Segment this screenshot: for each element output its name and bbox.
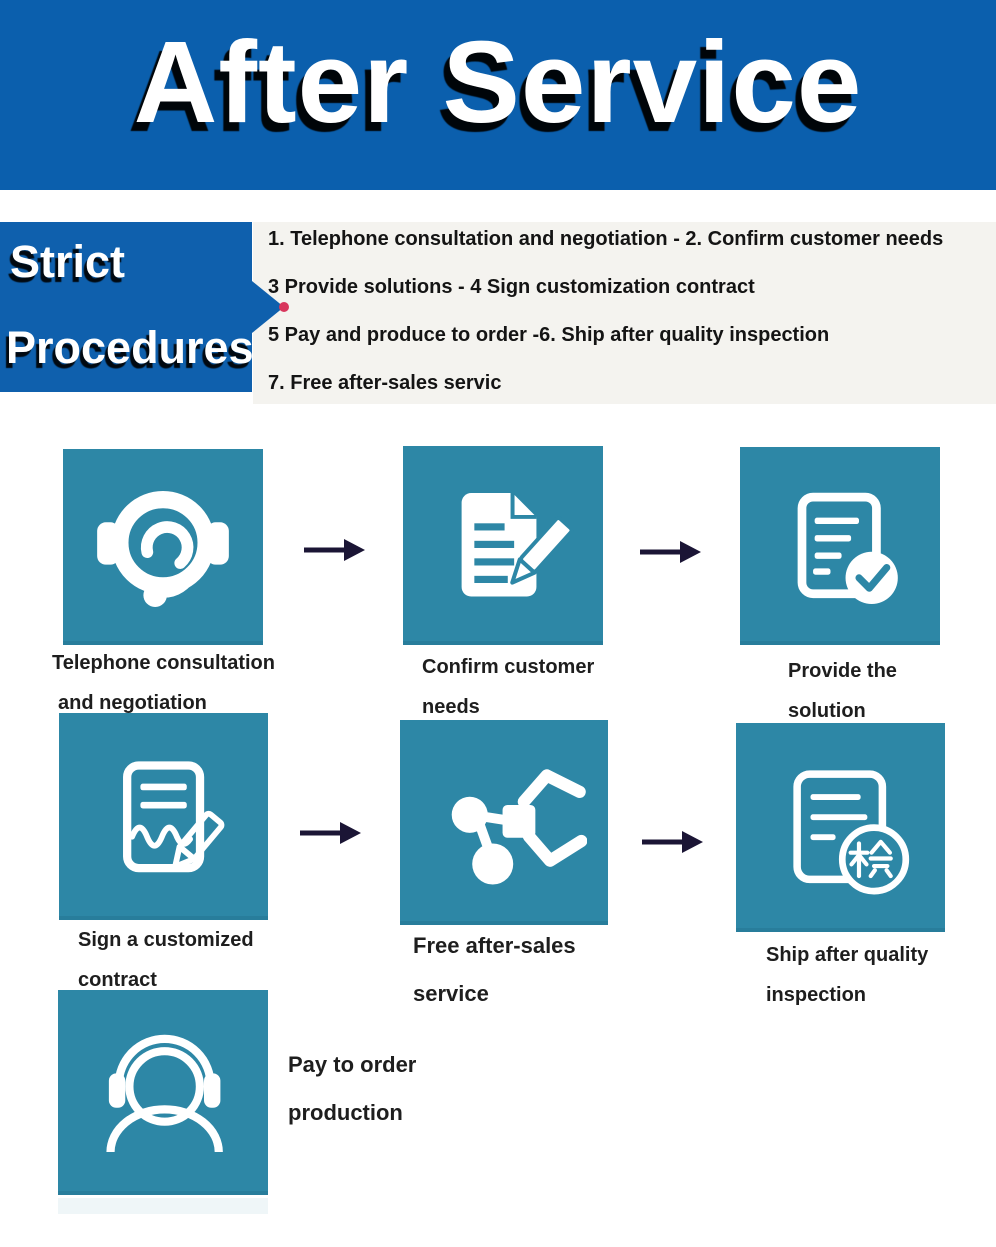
- step-tile-sign-contract: [59, 713, 268, 920]
- page-title: After Service: [133, 17, 863, 147]
- inspection-stamp-icon: [757, 744, 924, 911]
- step-label-line: Telephone consultation: [52, 652, 275, 674]
- procedure-step-4: 7. Free after-sales servic: [268, 372, 502, 394]
- document-check-icon: [760, 467, 920, 625]
- step-tile-provide-solution: [740, 447, 940, 645]
- flow-arrow-icon: [302, 536, 366, 564]
- step-label-after-sales-service: [413, 934, 576, 1005]
- step-label-line: service: [413, 981, 489, 1006]
- contract-sign-icon: [80, 734, 247, 900]
- step-label-line: Ship after quality: [766, 944, 929, 966]
- step-label-line: Sign a customized: [78, 929, 254, 951]
- step-label-line: Free after-sales: [413, 933, 576, 958]
- tile-reflection: [58, 1198, 268, 1214]
- step-tile-confirm-needs: [403, 446, 603, 645]
- step-label-quality-inspection: [766, 944, 928, 1007]
- procedure-step-2: 3 Provide solutions - 4 Sign customization contract: [268, 276, 755, 298]
- step-tile-quality-inspection: [736, 723, 945, 932]
- flow-arrow-icon: [298, 819, 362, 847]
- step-tile-after-sales-service: [400, 720, 608, 925]
- flow-arrow-icon: [640, 828, 704, 856]
- step-label-line: solution: [788, 700, 866, 722]
- header-banner: [0, 0, 996, 190]
- step-label-confirm-needs: [422, 656, 594, 719]
- document-pencil-icon: [423, 466, 583, 625]
- step-label-line: Provide the: [788, 660, 897, 682]
- step-label-line: Confirm customer: [422, 656, 595, 678]
- procedure-step-3: 5 Pay and produce to order -6. Ship after quality inspection: [268, 324, 830, 346]
- procedure-step-1: 1. Telephone consultation and negotiation - 2. Confirm customer needs: [268, 228, 944, 250]
- flow-arrow-icon: [638, 538, 702, 566]
- step-label-line: Pay to order: [288, 1052, 417, 1077]
- procedures-title-line1: Strict: [10, 236, 126, 287]
- headset-agent-icon: [83, 469, 243, 626]
- step-label-sign-contract: [78, 929, 254, 992]
- procedures-step-list: [268, 226, 943, 397]
- step-label-line: contract: [78, 969, 157, 991]
- step-tile-pay-production: [58, 990, 268, 1195]
- person-headphones-icon: [79, 1011, 247, 1175]
- network-claw-icon: [421, 741, 587, 905]
- step-tile-telephone-consultation: [63, 449, 263, 645]
- step-label-line: production: [288, 1100, 403, 1125]
- step-label-line: and negotiation: [58, 692, 207, 714]
- procedures-title-line2: Procedures: [6, 322, 254, 373]
- step-label-pay-production: [288, 1053, 416, 1124]
- step-label-line: needs: [422, 696, 480, 718]
- step-label-telephone-consultation: [52, 652, 275, 715]
- step-label-line: inspection: [766, 984, 867, 1006]
- step-label-provide-solution: [788, 660, 897, 723]
